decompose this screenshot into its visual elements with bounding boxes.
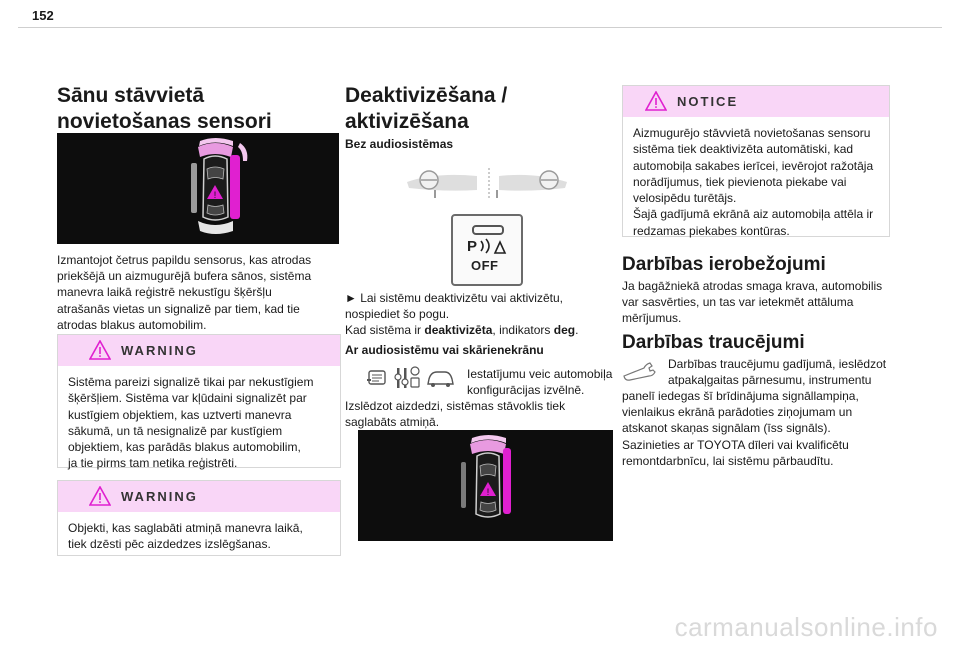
text-line: priekšējā un aizmugurējā bufera sānos, sistēma: [57, 269, 312, 284]
subheading-with-audio: Ar audiosistēmu vai skārienekrānu: [345, 343, 544, 357]
warning-box-1: [57, 334, 341, 471]
warning-box-2: [57, 480, 341, 556]
warning-text: [58, 366, 340, 472]
notice-text: [623, 117, 889, 239]
parking-sensor-off-button[interactable]: [451, 214, 523, 286]
settings-menu-icons: [367, 366, 463, 390]
warning-label: WARNING: [121, 343, 198, 358]
title-line: novietošanas sensori: [57, 110, 272, 133]
memory-paragraph: [345, 398, 629, 430]
section-title-deactivation: [345, 83, 507, 135]
text-line: Izmantojot četrus papildu sensorus, kas atrodas: [57, 253, 312, 267]
text-line: atrašanās vietas un signalizē par tiem, kad tie: [57, 301, 300, 316]
warning-label: WARNING: [121, 489, 198, 504]
limits-paragraph: [622, 278, 888, 327]
off-label: OFF: [471, 258, 499, 273]
text-line: remontdarbnīcu, lai sistēmu pārbaudītu.: [622, 453, 834, 468]
text-line: Aizmugurējo stāvvietā novietošanas sensoru: [633, 126, 871, 140]
text-line: atpakaļgaitas pārnesumu, instrumentu: [668, 373, 872, 388]
text-line: Iestatījumu veic automobiļa: [467, 367, 613, 381]
faults-inline-text: [668, 356, 886, 388]
text-line: konfigurācijas izvēlnē.: [467, 383, 585, 398]
sensor-waves-icon: [479, 237, 509, 255]
text-line: [345, 322, 629, 338]
car-sensor-illustration: [57, 133, 339, 244]
text-line: atrodas blakus automobilim.: [57, 317, 207, 332]
text-line: Objekti, kas saglabāti atmiņā manevra laikā,: [68, 521, 303, 535]
dashboard-location-illustration: [405, 164, 571, 204]
text-line: ► Lai sistēmu deaktivizētu vai aktivizētu,: [345, 291, 563, 305]
text-line: kustīgiem objektiem, kas uztverti manevra: [68, 407, 292, 422]
text-span: , indikators: [492, 323, 554, 338]
faults-paragraph: [622, 388, 888, 469]
parking-p-symbol: P: [467, 238, 478, 255]
text-line: objektiem, kas parādās blakus automobilim,: [68, 440, 301, 455]
top-divider: [18, 27, 942, 28]
title-line: aktivizēšana: [345, 110, 469, 133]
text-line: nospiediet šo pogu.: [345, 307, 450, 322]
text-span: .: [575, 323, 579, 338]
text-line: mērījumus.: [622, 311, 682, 326]
title-line: Sānu stāvvietā: [57, 84, 205, 107]
text-line: Darbības traucējumu gadījumā, ieslēdzot: [668, 357, 887, 371]
text-line: tiek dzēsti pēc aizdedzes izslēgšanas.: [68, 537, 271, 552]
text-line: sistēma tiek deaktivizēta automātiski, kad: [633, 142, 854, 157]
state-deactivated: deaktivizēta: [424, 323, 493, 338]
text-line: velosipēdu turētājs.: [633, 191, 737, 206]
title-line: Deaktivizēšana /: [345, 84, 508, 107]
text-line: sākumā, un tā nesignalizē par kustīgiem: [68, 423, 283, 438]
warning-text: [58, 512, 340, 553]
section-title-limits: Darbības ierobežojumi: [622, 254, 826, 275]
warning-triangle-icon: [89, 340, 111, 360]
text-span: Kad sistēma ir: [345, 323, 425, 338]
text-line: redzamas piekabes kontūras.: [633, 223, 790, 238]
notice-label: NOTICE: [677, 94, 739, 109]
text-line: manevra laikā reģistrē nekustīgu šķēršļu: [57, 285, 272, 300]
text-line: saglabāts atmiņā.: [345, 415, 440, 430]
text-line: Izslēdzot aizdedzi, sistēmas stāvoklis tiek: [345, 399, 566, 413]
text-line: automobiļa sakabes ierīcei, ievērojot ražotāja: [633, 158, 874, 173]
text-line: Sistēma pareizi signalizē tikai par nekustīgiem: [68, 375, 314, 389]
step-paragraph: [345, 290, 629, 339]
section-title-side-sensors: [57, 83, 272, 135]
text-line: atskanot skaņas signālam (īss signāls).: [622, 421, 831, 436]
side-sensor-display-image: [57, 133, 339, 244]
text-line: var sasvērties, un tas var ietekmēt attāluma: [622, 295, 854, 310]
page-number: 152: [32, 8, 54, 23]
indicator-lamp: [472, 225, 504, 235]
menu-instruction: [467, 366, 612, 398]
text-line: šķēršļiem. Sistēma var kļūdaini signalizēt par: [68, 391, 307, 406]
text-line: panelī iedegas šī brīdinājuma signāllampiņa,: [622, 389, 859, 403]
text-line: norādījumus, tiek pievienota piekabe vai: [633, 174, 847, 189]
warning-triangle-icon: [89, 486, 111, 506]
notice-header: [623, 86, 889, 117]
state-on: deg: [553, 323, 576, 338]
service-wrench-icon: [622, 360, 660, 382]
car-sensor-illustration: [358, 430, 613, 541]
text-line: Ja bagāžniekā atrodas smaga krava, automobilis: [622, 279, 883, 293]
text-line: ja tie pirms tam netika reģistrēti.: [68, 456, 238, 471]
warning-header: [58, 335, 340, 366]
sensor-display-image-2: [358, 430, 613, 541]
text-line: Sazinieties ar TOYOTA dīleri vai kvalificētu: [622, 437, 849, 452]
svg-text:!: !: [213, 190, 217, 200]
text-line: Šajā gadījumā ekrānā aiz automobiļa attēla ir: [633, 207, 874, 222]
warning-header: [58, 481, 340, 512]
intro-paragraph: [57, 252, 341, 333]
notice-box: [622, 85, 890, 237]
svg-text:!: !: [486, 487, 490, 497]
watermark: carmanualsonline.info: [674, 612, 938, 642]
subheading-no-audio: Bez audiosistēmas: [345, 137, 454, 151]
text-line: vienlaikus ekrānā parādoties ziņojumam un: [622, 405, 853, 420]
section-title-faults: Darbības traucējumi: [622, 332, 805, 353]
notice-triangle-icon: [645, 91, 667, 111]
